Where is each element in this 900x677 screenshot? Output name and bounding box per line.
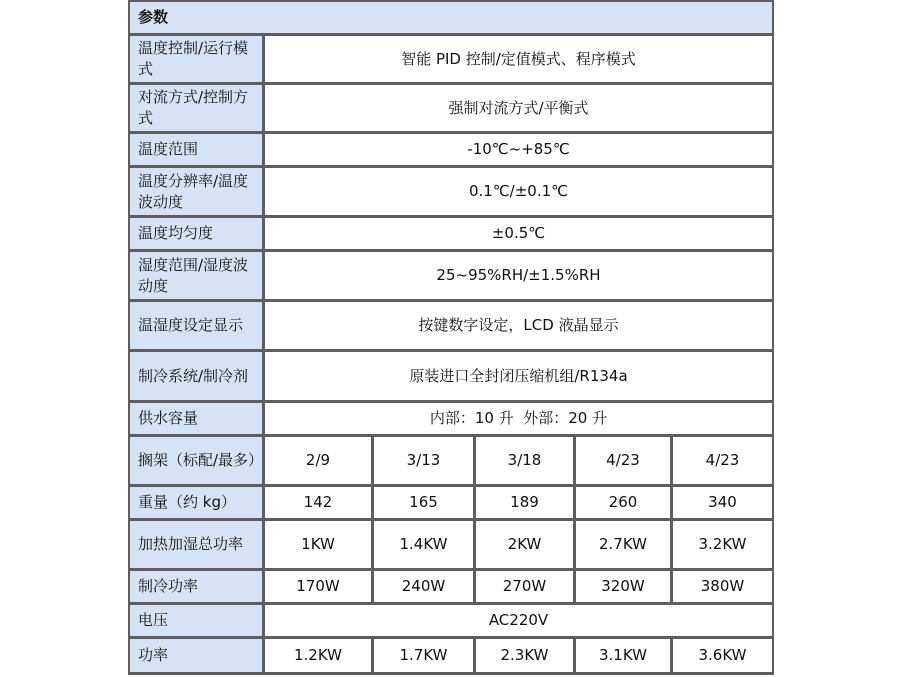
row-label: 制冷系统/制冷剂 <box>130 352 262 400</box>
row-label: 制冷功率 <box>130 571 262 602</box>
row-value: AC220V <box>265 605 772 636</box>
table-cell: 1.2KW <box>265 639 371 672</box>
row-label: 电压 <box>130 605 262 636</box>
table-cell: 1.7KW <box>374 639 473 672</box>
table-cell: 3/18 <box>476 437 573 484</box>
table-cell: 3/13 <box>374 437 473 484</box>
table-cell: 165 <box>374 487 473 518</box>
row-label: 湿度范围/湿度波动度 <box>130 252 262 299</box>
row-label: 温度均匀度 <box>130 218 262 249</box>
table-cell: 240W <box>374 571 473 602</box>
table-cell: 270W <box>476 571 573 602</box>
table-header: 参数 <box>130 2 772 33</box>
row-label: 对流方式/控制方式 <box>130 85 262 131</box>
table-cell: 3.2KW <box>673 521 772 568</box>
table-cell: 3.6KW <box>673 639 772 672</box>
table-cell: 340 <box>673 487 772 518</box>
row-value: -10℃~+85℃ <box>265 134 772 165</box>
row-label: 温度范围 <box>130 134 262 165</box>
row-value: ±0.5℃ <box>265 218 772 249</box>
table-cell: 1KW <box>265 521 371 568</box>
table-cell: 320W <box>576 571 670 602</box>
row-value: 0.1℃/±0.1℃ <box>265 168 772 215</box>
table-cell: 380W <box>673 571 772 602</box>
row-value: 原装进口全封闭压缩机组/R134a <box>265 352 772 400</box>
row-label: 加热加湿总功率 <box>130 521 262 568</box>
table-cell: 4/23 <box>673 437 772 484</box>
row-value: 按键数字设定，LCD 液晶显示 <box>265 302 772 349</box>
table-cell: 4/23 <box>576 437 670 484</box>
row-label: 温度分辨率/温度波动度 <box>130 168 262 215</box>
row-label: 温度控制/运行模式 <box>130 36 262 82</box>
table-cell: 260 <box>576 487 670 518</box>
table-cell: 2KW <box>476 521 573 568</box>
table-cell: 2/9 <box>265 437 371 484</box>
row-label: 功率 <box>130 639 262 672</box>
table-cell: 170W <box>265 571 371 602</box>
table-cell: 2.7KW <box>576 521 670 568</box>
row-value: 25~95%RH/±1.5%RH <box>265 252 772 299</box>
table-cell: 1.4KW <box>374 521 473 568</box>
row-value: 智能 PID 控制/定值模式、程序模式 <box>265 36 772 82</box>
row-label: 供水容量 <box>130 403 262 434</box>
row-label: 重量（约 kg） <box>130 487 262 518</box>
row-value: 内部：10 升 外部：20 升 <box>265 403 772 434</box>
table-cell: 189 <box>476 487 573 518</box>
table-cell: 3.1KW <box>576 639 670 672</box>
spec-table <box>128 0 774 675</box>
row-label: 温湿度设定显示 <box>130 302 262 349</box>
table-cell: 2.3KW <box>476 639 573 672</box>
row-value: 强制对流方式/平衡式 <box>265 85 772 131</box>
table-cell: 142 <box>265 487 371 518</box>
row-label: 搁架（标配/最多） <box>130 437 262 484</box>
